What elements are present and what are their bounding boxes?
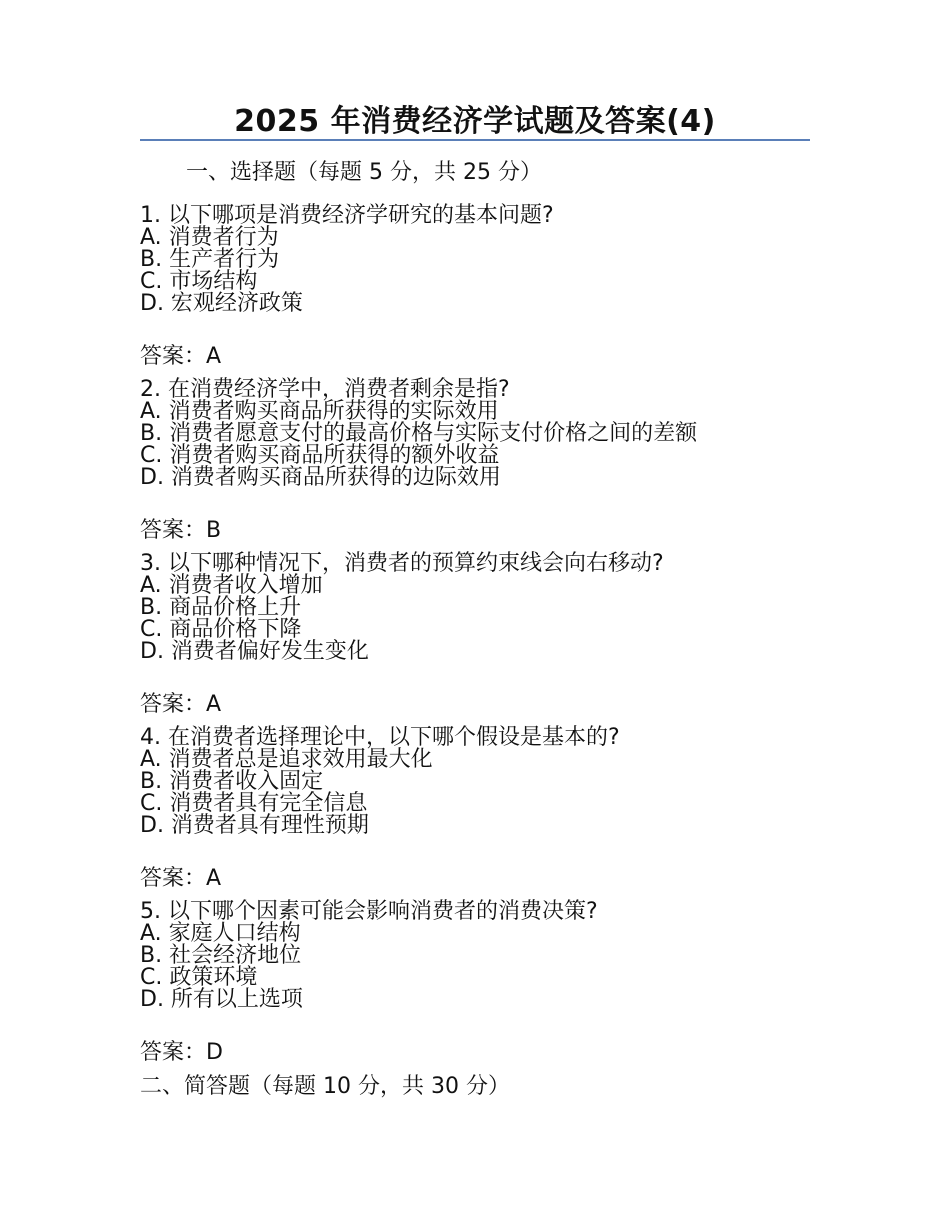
option-c: C. 消费者具有完全信息 [140, 791, 368, 816]
question-stem: 1. 以下哪项是消费经济学研究的基本问题? [140, 203, 554, 228]
answer-line: 答案：D [140, 1040, 223, 1065]
option-b: B. 商品价格上升 [140, 595, 302, 620]
option-c: C. 市场结构 [140, 269, 258, 294]
option-c: C. 消费者购买商品所获得的额外收益 [140, 443, 500, 468]
option-b: B. 消费者收入固定 [140, 769, 324, 794]
section-heading-short-answer: 二、简答题（每题 10 分，共 30 分） [140, 1074, 510, 1099]
option-c: C. 政策环境 [140, 965, 258, 990]
question-block [140, 205, 820, 371]
option-d: D. 消费者具有理性预期 [140, 813, 369, 838]
answer-line: 答案：A [140, 344, 222, 369]
option-a: A. 消费者购买商品所获得的实际效用 [140, 399, 499, 424]
section-heading-choice: 一、选择题（每题 5 分，共 25 分） [186, 160, 542, 185]
answer-line: 答案：B [140, 518, 222, 543]
question-stem: 2. 在消费经济学中，消费者剩余是指? [140, 377, 510, 402]
question-stem: 4. 在消费者选择理论中，以下哪个假设是基本的? [140, 725, 620, 750]
question-block [140, 379, 820, 545]
option-a: A. 消费者收入增加 [140, 573, 323, 598]
option-b: B. 消费者愿意支付的最高价格与实际支付价格之间的差额 [140, 421, 698, 446]
question-stem: 5. 以下哪个因素可能会影响消费者的消费决策? [140, 899, 598, 924]
option-b: B. 社会经济地位 [140, 943, 302, 968]
option-c: C. 商品价格下降 [140, 617, 302, 642]
option-a: A. 家庭人口结构 [140, 921, 301, 946]
option-d: D. 消费者偏好发生变化 [140, 639, 369, 664]
option-d: D. 宏观经济政策 [140, 291, 303, 316]
option-d: D. 所有以上选项 [140, 987, 303, 1012]
answer-line: 答案：A [140, 866, 222, 891]
question-stem: 3. 以下哪种情况下，消费者的预算约束线会向右移动? [140, 551, 664, 576]
option-d: D. 消费者购买商品所获得的边际效用 [140, 465, 501, 490]
question-block [140, 901, 820, 1067]
answer-line: 答案：A [140, 692, 222, 717]
question-block [140, 727, 820, 893]
option-b: B. 生产者行为 [140, 247, 280, 272]
question-block [140, 553, 820, 719]
option-a: A. 消费者总是追求效用最大化 [140, 747, 433, 772]
option-a: A. 消费者行为 [140, 225, 279, 250]
page-title: 2025 年消费经济学试题及答案(4) [234, 104, 716, 139]
title-underline [140, 139, 810, 141]
